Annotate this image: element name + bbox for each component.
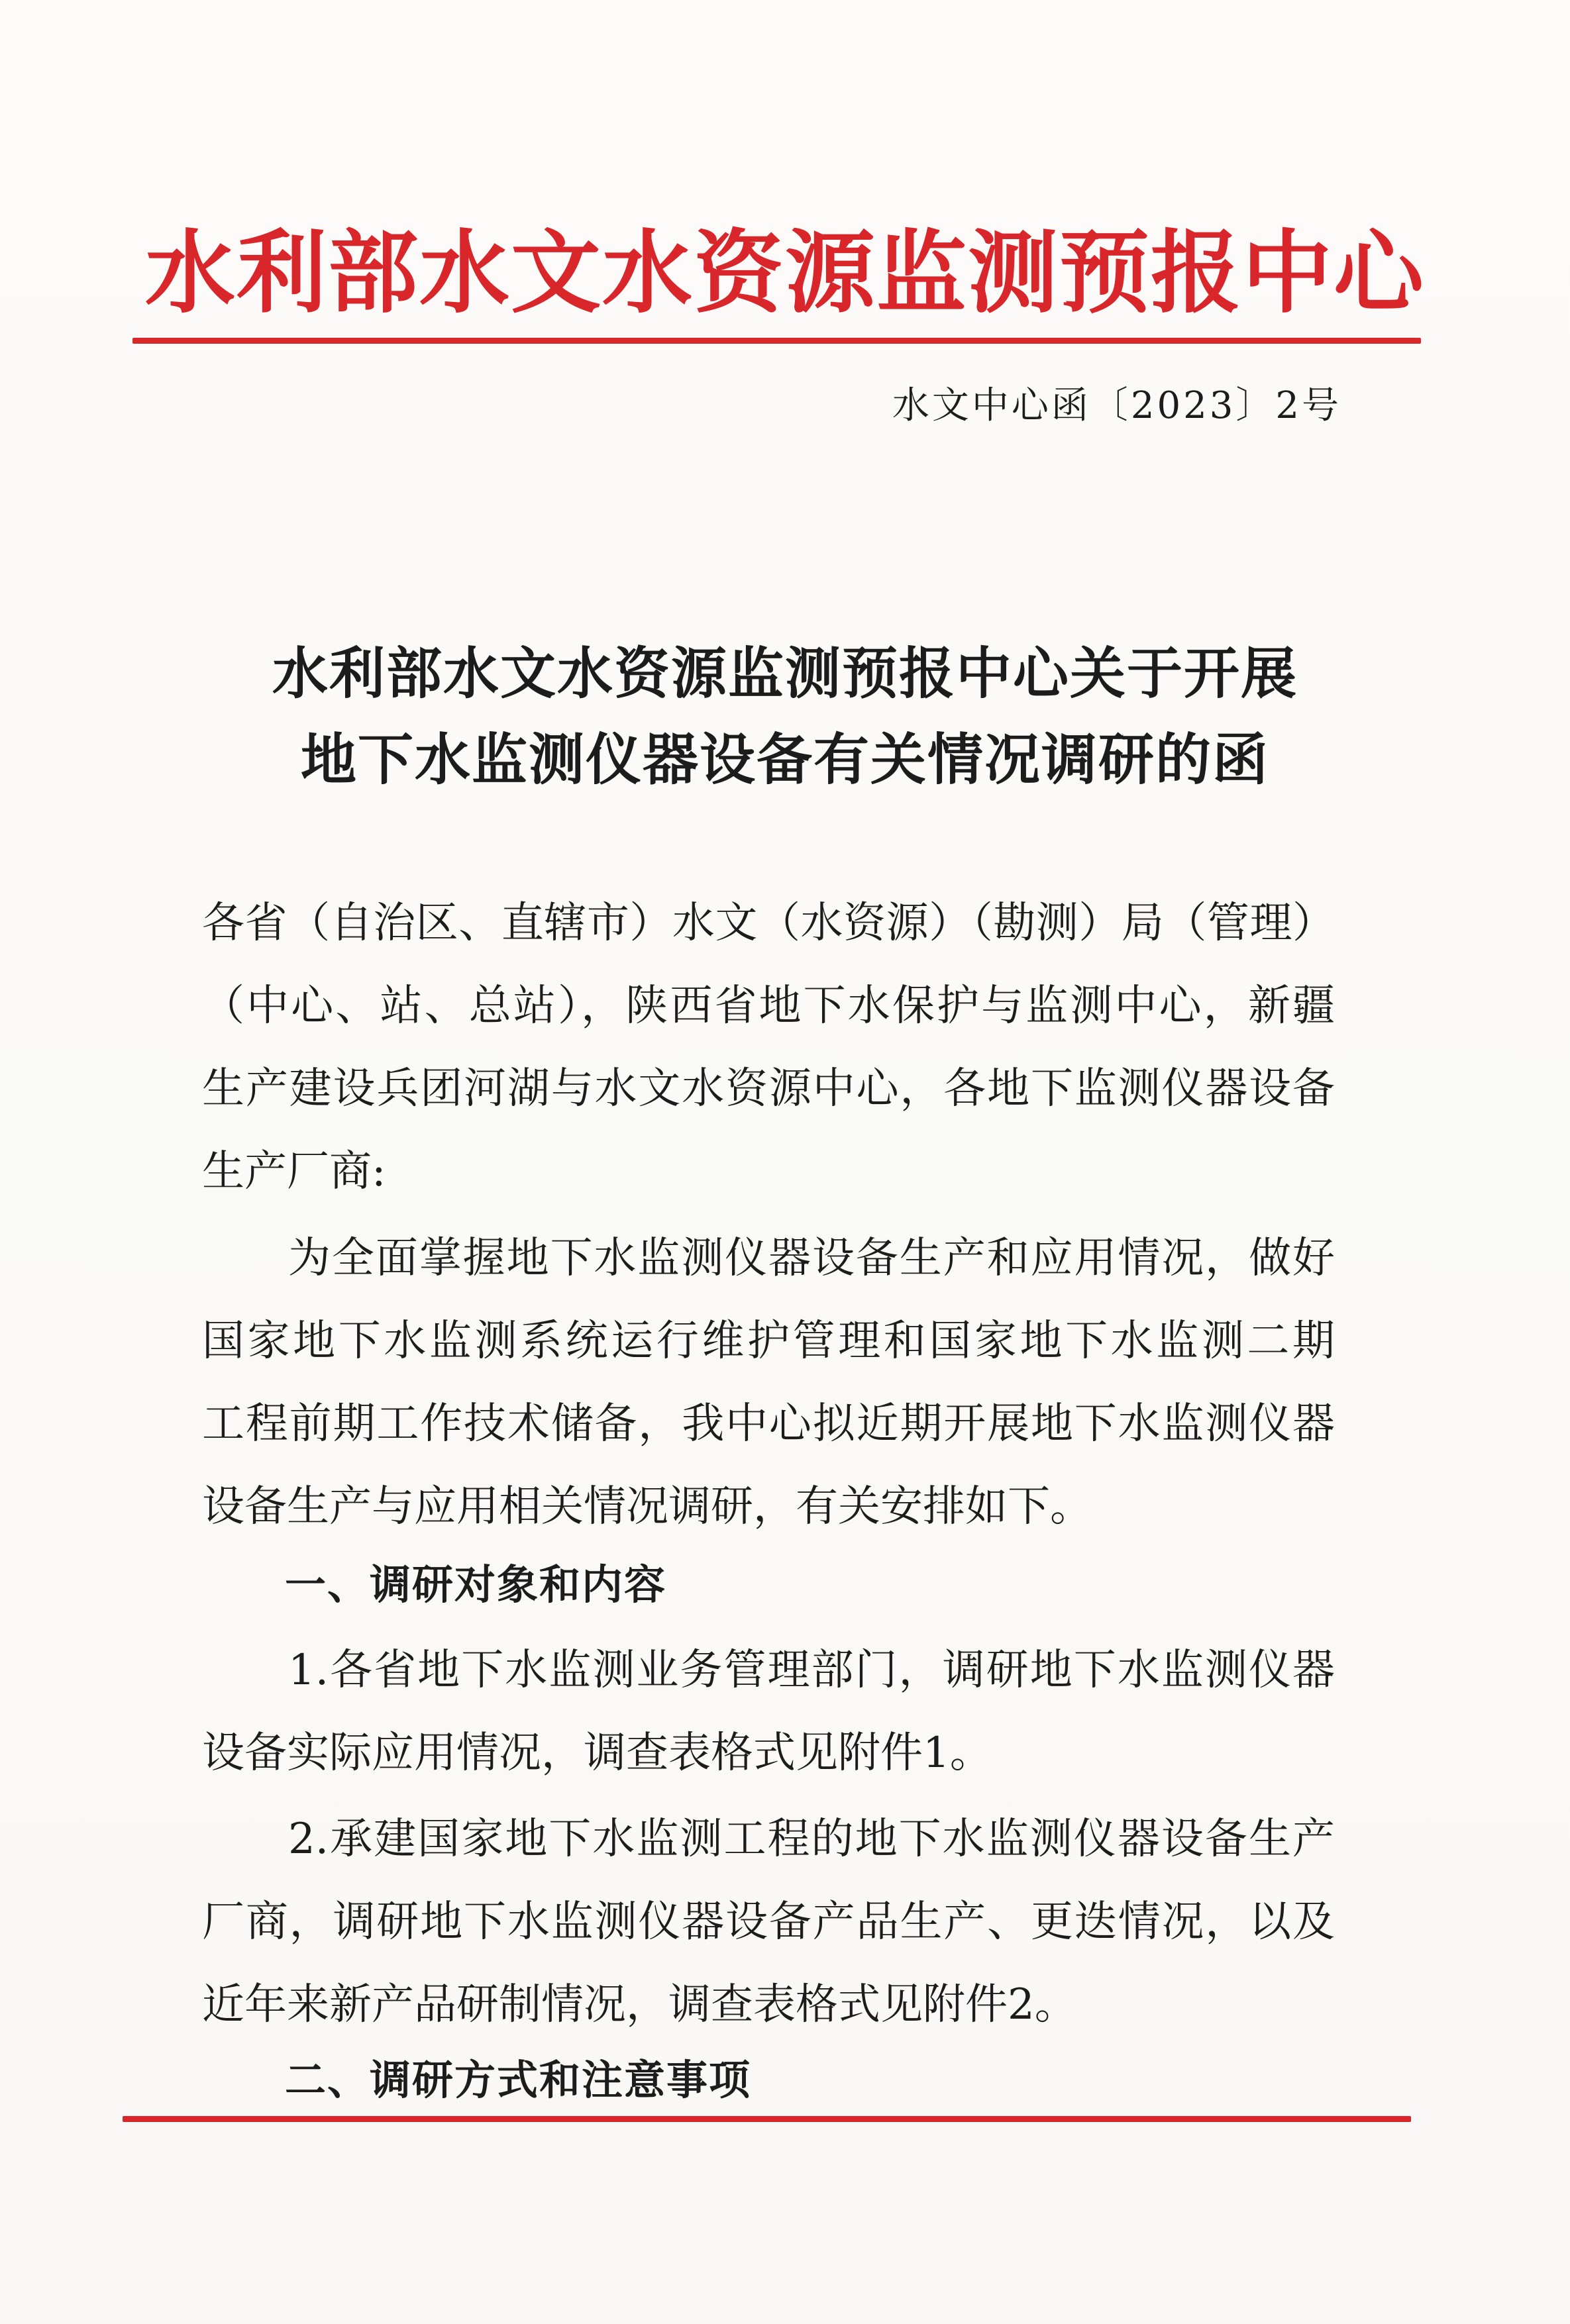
- addressee-line: （中心、站、总站），陕西省地下水保护与监测中心，新疆: [202, 982, 1335, 1031]
- section-1-heading: 一、调研对象和内容: [285, 1560, 667, 1609]
- section-1-item-2-line: 2.承建国家地下水监测工程的地下水监测仪器设备生产: [288, 1815, 1335, 1864]
- section-1-item-2-line: 厂商，调研地下水监测仪器设备产品生产、更迭情况，以及: [202, 1897, 1335, 1946]
- intro-line: 设备生产与应用相关情况调研，有关安排如下。: [202, 1482, 1092, 1531]
- document-number: 水文中心函〔2023〕2号: [892, 384, 1341, 427]
- document-title-line-1: 水利部水文水资源监测预报中心关于开展: [272, 641, 1298, 706]
- addressee-line: 生产建设兵团河湖与水文水资源中心，各地下监测仪器设备: [202, 1064, 1335, 1113]
- intro-line: 国家地下水监测系统运行维护管理和国家地下水监测二期: [202, 1317, 1335, 1366]
- section-2-heading: 二、调研方式和注意事项: [285, 2056, 752, 2104]
- letterhead-red-rule: [132, 338, 1421, 344]
- document-title-line-2: 地下水监测仪器设备有关情况调研的函: [300, 727, 1269, 792]
- intro-line: 工程前期工作技术储备，我中心拟近期开展地下水监测仪器: [202, 1399, 1335, 1448]
- footer-red-rule: [123, 2116, 1411, 2122]
- section-1-item-1-line: 1.各省地下水监测业务管理部门，调研地下水监测仪器: [288, 1646, 1335, 1695]
- letterhead-organization: 水利部水文水资源监测预报中心: [145, 221, 1425, 326]
- section-1-item-1-line: 设备实际应用情况，调查表格式见附件1。: [202, 1729, 992, 1778]
- section-1-item-2-line: 近年来新产品研制情况，调查表格式见附件2。: [202, 1980, 1077, 2029]
- intro-line: 为全面掌握地下水监测仪器设备生产和应用情况，做好: [288, 1234, 1335, 1283]
- addressee-line: 生产厂商:: [202, 1147, 386, 1196]
- addressee-line: 各省（自治区、直辖市）水文（水资源）（勘测）局（管理）: [202, 899, 1335, 948]
